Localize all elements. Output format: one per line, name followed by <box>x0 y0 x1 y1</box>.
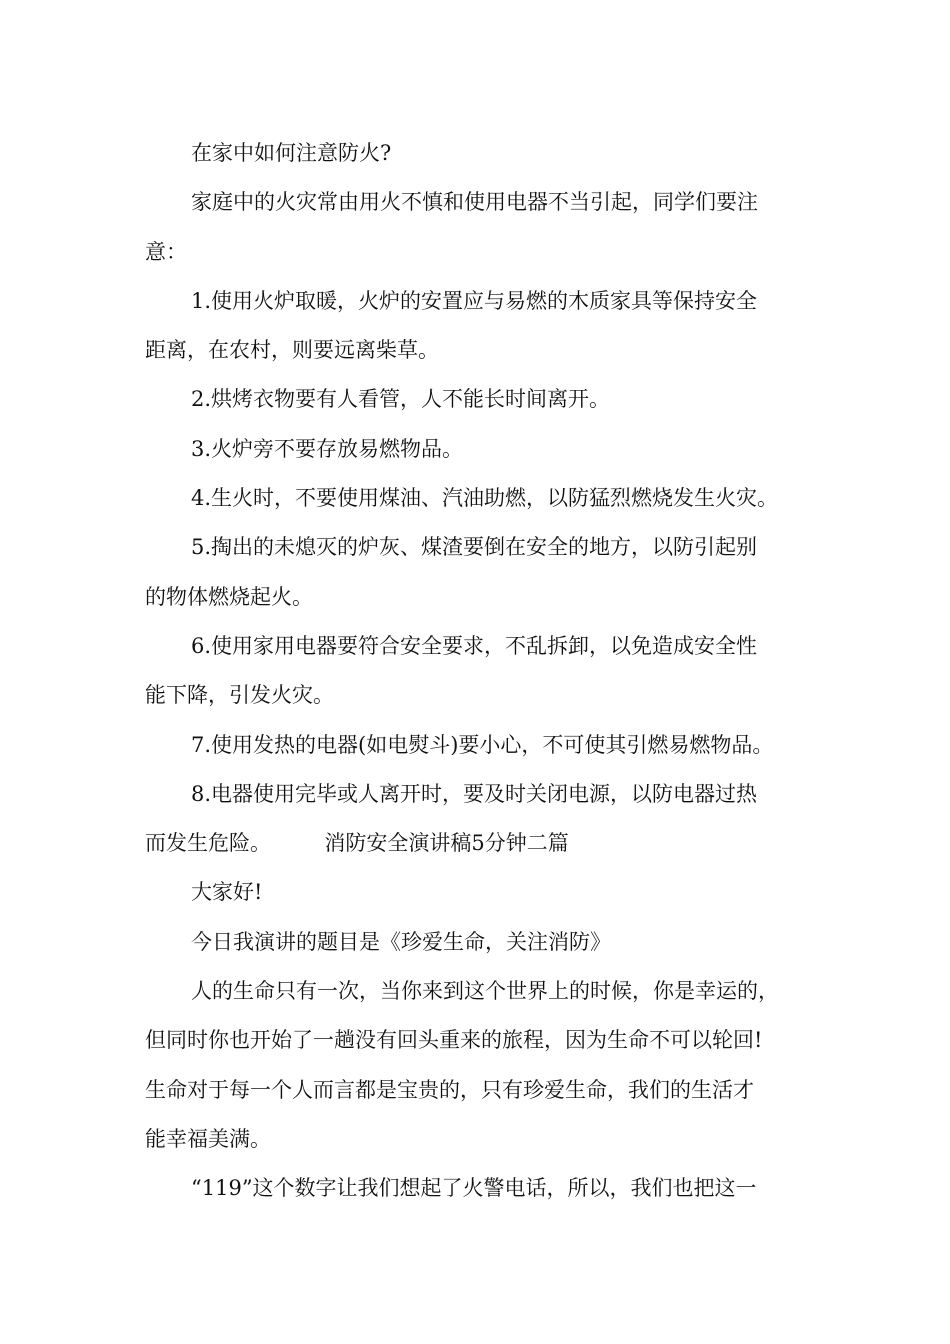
paragraph-line: 5.掏出的未熄灭的炉灰、煤渣要倒在安全的地方，以防引起别 <box>191 535 758 560</box>
paragraph-line: 家庭中的火灾常由用火不慎和使用电器不当引起，同学们要注 <box>191 190 758 215</box>
paragraph-line: 生命对于每一个人而言都是宝贵的，只有珍爱生命，我们的生活才 <box>145 1077 754 1102</box>
paragraph-line: 的物体燃烧起火。 <box>145 584 313 609</box>
paragraph-line: 人的生命只有一次，当你来到这个世界上的时候，你是幸运的， <box>191 979 779 1004</box>
paragraph-line: 2.烘烤衣物要有人看管，人不能长时间离开。 <box>191 387 611 412</box>
paragraph-line: 但同时你也开始了一趟没有回头重来的旅程，因为生命不可以轮回! <box>145 1028 763 1053</box>
paragraph-line: 在家中如何注意防火? <box>191 141 392 165</box>
paragraph-line: 4.生火时，不要使用煤油、汽油助燃，以防猛烈燃烧发生火灾。 <box>191 486 779 511</box>
paragraph-line: 大家好! <box>191 880 263 905</box>
paragraph-line: 今日我演讲的题目是《珍爱生命，关注消防》 <box>191 929 611 954</box>
paragraph-line-with-title: 而发生危险。 消防安全演讲稿5分钟二篇 <box>145 831 569 856</box>
paragraph-line: 6.使用家用电器要符合安全要求，不乱拆卸，以免造成安全性 <box>191 633 758 658</box>
paragraph-line: 8.电器使用完毕或人离开时，要及时关闭电源，以防电器过热 <box>191 781 758 806</box>
paragraph-line: 7.使用发热的电器(如电熨斗)要小心，不可使其引燃易燃物品。 <box>191 732 774 757</box>
paragraph-line: 意： <box>145 239 187 264</box>
paragraph-line: 能下降，引发火灾。 <box>145 683 334 708</box>
paragraph-line: 距离，在农村，则要远离柴草。 <box>145 338 439 363</box>
document-body <box>145 129 815 1214</box>
paragraph-line: “119”这个数字让我们想起了火警电话，所以，我们也把这一 <box>191 1176 757 1201</box>
paragraph-line: 1.使用火炉取暖，火炉的安置应与易燃的木质家具等保持安全 <box>191 288 758 313</box>
paragraph-line: 3.火炉旁不要存放易燃物品。 <box>191 436 464 461</box>
paragraph-line: 能幸福美满。 <box>145 1126 271 1151</box>
